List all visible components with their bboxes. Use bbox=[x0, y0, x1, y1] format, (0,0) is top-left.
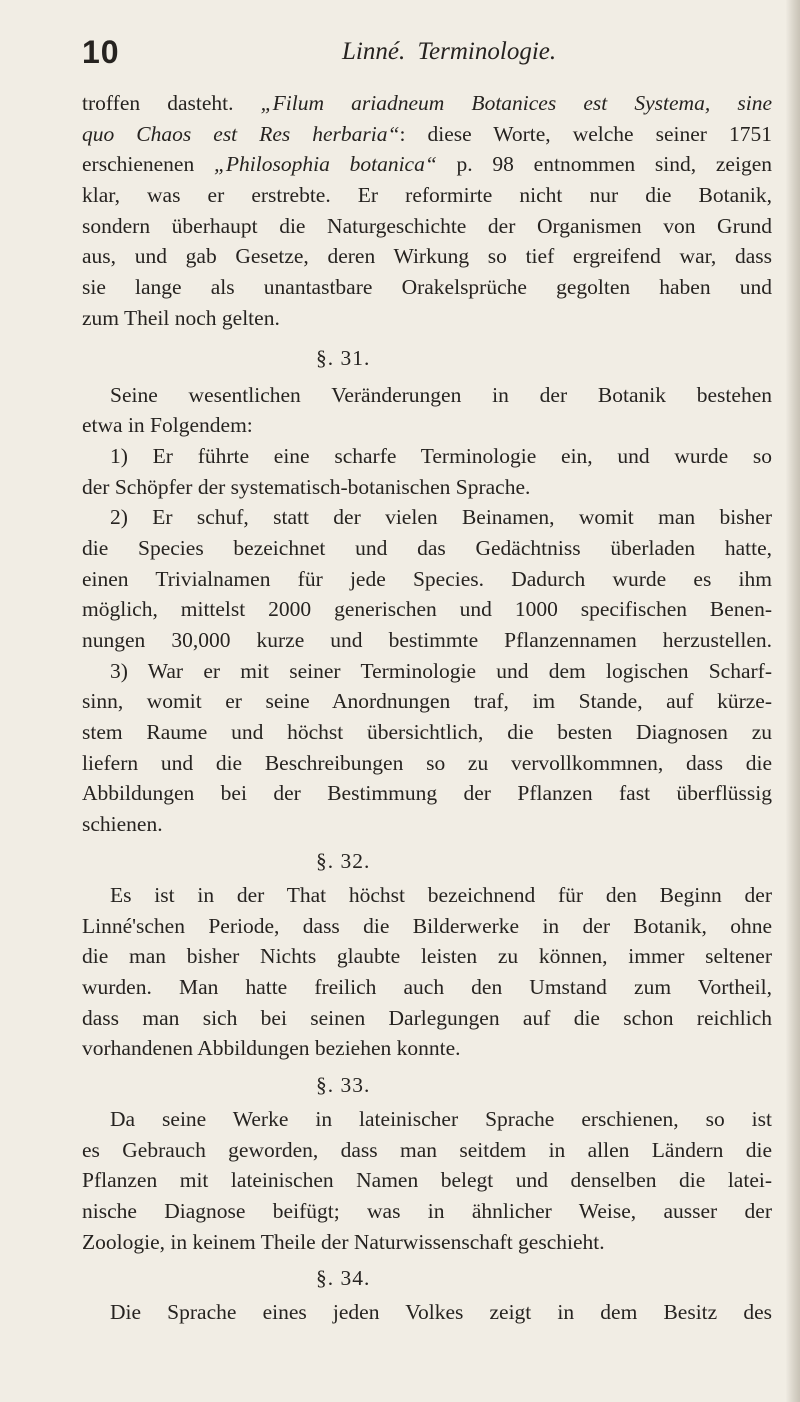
text-line: liefern und die Beschreibungen so zu vervollkommnen, dass die bbox=[82, 750, 772, 775]
text-line: schienen. bbox=[82, 812, 163, 837]
text-line: Da seine Werke in lateinischer Sprache erschienen, so ist bbox=[110, 1106, 772, 1131]
body-text bbox=[82, 88, 772, 1328]
text-line: Linné'schen Periode, dass die Bilderwerke in der Botanik, ohne bbox=[82, 913, 772, 938]
text-line: etwa in Folgendem: bbox=[82, 413, 253, 438]
running-head: Linné. Terminologie. bbox=[342, 38, 557, 65]
page-edge bbox=[786, 0, 800, 1402]
text-line: aus, und gab Gesetze, deren Wirkung so tief ergreifend war, dass bbox=[82, 244, 772, 269]
section-heading-31: §. 31. bbox=[316, 345, 371, 370]
text-line: einen Trivialnamen für jede Species. Dadurch wurde es ihm bbox=[82, 566, 772, 591]
text-line: stem Raume und höchst übersichtlich, die besten Diagnosen zu bbox=[82, 720, 772, 745]
latin-quote: quo Chaos est Res herbaria“ bbox=[82, 121, 400, 146]
text-line: Es ist in der That höchst bezeichnend für den Beginn der bbox=[110, 882, 772, 907]
text-line: wurden. Man hatte freilich auch den Umstand zum Vortheil, bbox=[82, 974, 772, 999]
text-line: vorhandenen Abbildungen beziehen konnte. bbox=[82, 1036, 461, 1061]
text-line: Abbildungen bei der Bestimmung der Pflanzen fast überflüssig bbox=[82, 781, 772, 806]
text-line: Seine wesentlichen Veränderungen in der Botanik bestehen bbox=[110, 382, 772, 407]
text-line: der Schöpfer der systematisch-botanischen Sprache. bbox=[82, 474, 531, 499]
text-line: es Gebrauch geworden, dass man seitdem in allen Ländern die bbox=[82, 1137, 772, 1162]
text-line: sie lange als unantastbare Orakelsprüche gegolten haben und bbox=[82, 275, 772, 300]
text-run: troffen dasteht. bbox=[82, 91, 261, 115]
text-line: die Species bezeichnet und das Gedächtniss überladen hatte, bbox=[82, 535, 772, 560]
text-line: 1) Er führte eine scharfe Terminologie ein, und wurde so bbox=[110, 443, 772, 468]
text-line: nungen 30,000 kurze und bestimmte Pflanzennamen herzustellen. bbox=[82, 628, 772, 652]
section-heading-32: §. 32. bbox=[316, 848, 371, 873]
text-line: dass man sich bei seinen Darlegungen auf die schon reichlich bbox=[82, 1005, 772, 1030]
text-line: zum Theil noch gelten. bbox=[82, 305, 280, 330]
section-heading-33: §. 33. bbox=[316, 1072, 371, 1097]
text-line: Zoologie, in keinem Theile der Naturwissenschaft geschieht. bbox=[82, 1229, 605, 1254]
text-line: 2) Er schuf, statt der vielen Beinamen, womit man bisher bbox=[110, 505, 772, 530]
page-header bbox=[82, 34, 722, 74]
text-run: : diese Worte, welche seiner 1751 bbox=[399, 121, 772, 146]
section-heading-34: §. 34. bbox=[316, 1266, 371, 1291]
text-line: die man bisher Nichts glaubte leisten zu können, immer seltener bbox=[82, 944, 772, 969]
text-line: 3) War er mit seiner Terminologie und dem logischen Scharf- bbox=[110, 658, 772, 683]
text-run: p. 98 entnommen sind, zeigen bbox=[436, 152, 772, 177]
text-line: sondern überhaupt die Naturgeschichte der Organismen von Grund bbox=[82, 213, 772, 238]
text-line: nische Diagnose beifügt; was in ähnlicher Weise, ausser der bbox=[82, 1199, 772, 1223]
page-number: 10 bbox=[82, 34, 120, 70]
text-line: Pflanzen mit lateinischen Namen belegt und denselben die latei- bbox=[82, 1168, 772, 1193]
latin-quote: „Filum ariadneum Botanices est Systema, sine bbox=[260, 91, 772, 115]
text-line: klar, was er erstrebte. Er reformirte nicht nur die Botanik, bbox=[82, 183, 772, 208]
text-line bbox=[82, 88, 772, 119]
text-line bbox=[82, 149, 772, 180]
text-run: erschienenen bbox=[82, 152, 214, 177]
book-title: „Philosophia botanica“ bbox=[213, 152, 437, 177]
text-line: Die Sprache eines jeden Volkes zeigt in dem Besitz des bbox=[110, 1300, 772, 1325]
text-line: sinn, womit er seine Anordnungen traf, im Stande, auf kürze- bbox=[82, 689, 772, 714]
text-line: möglich, mittelst 2000 generischen und 1000 specifischen Benen- bbox=[82, 597, 772, 622]
text-line bbox=[82, 119, 772, 150]
